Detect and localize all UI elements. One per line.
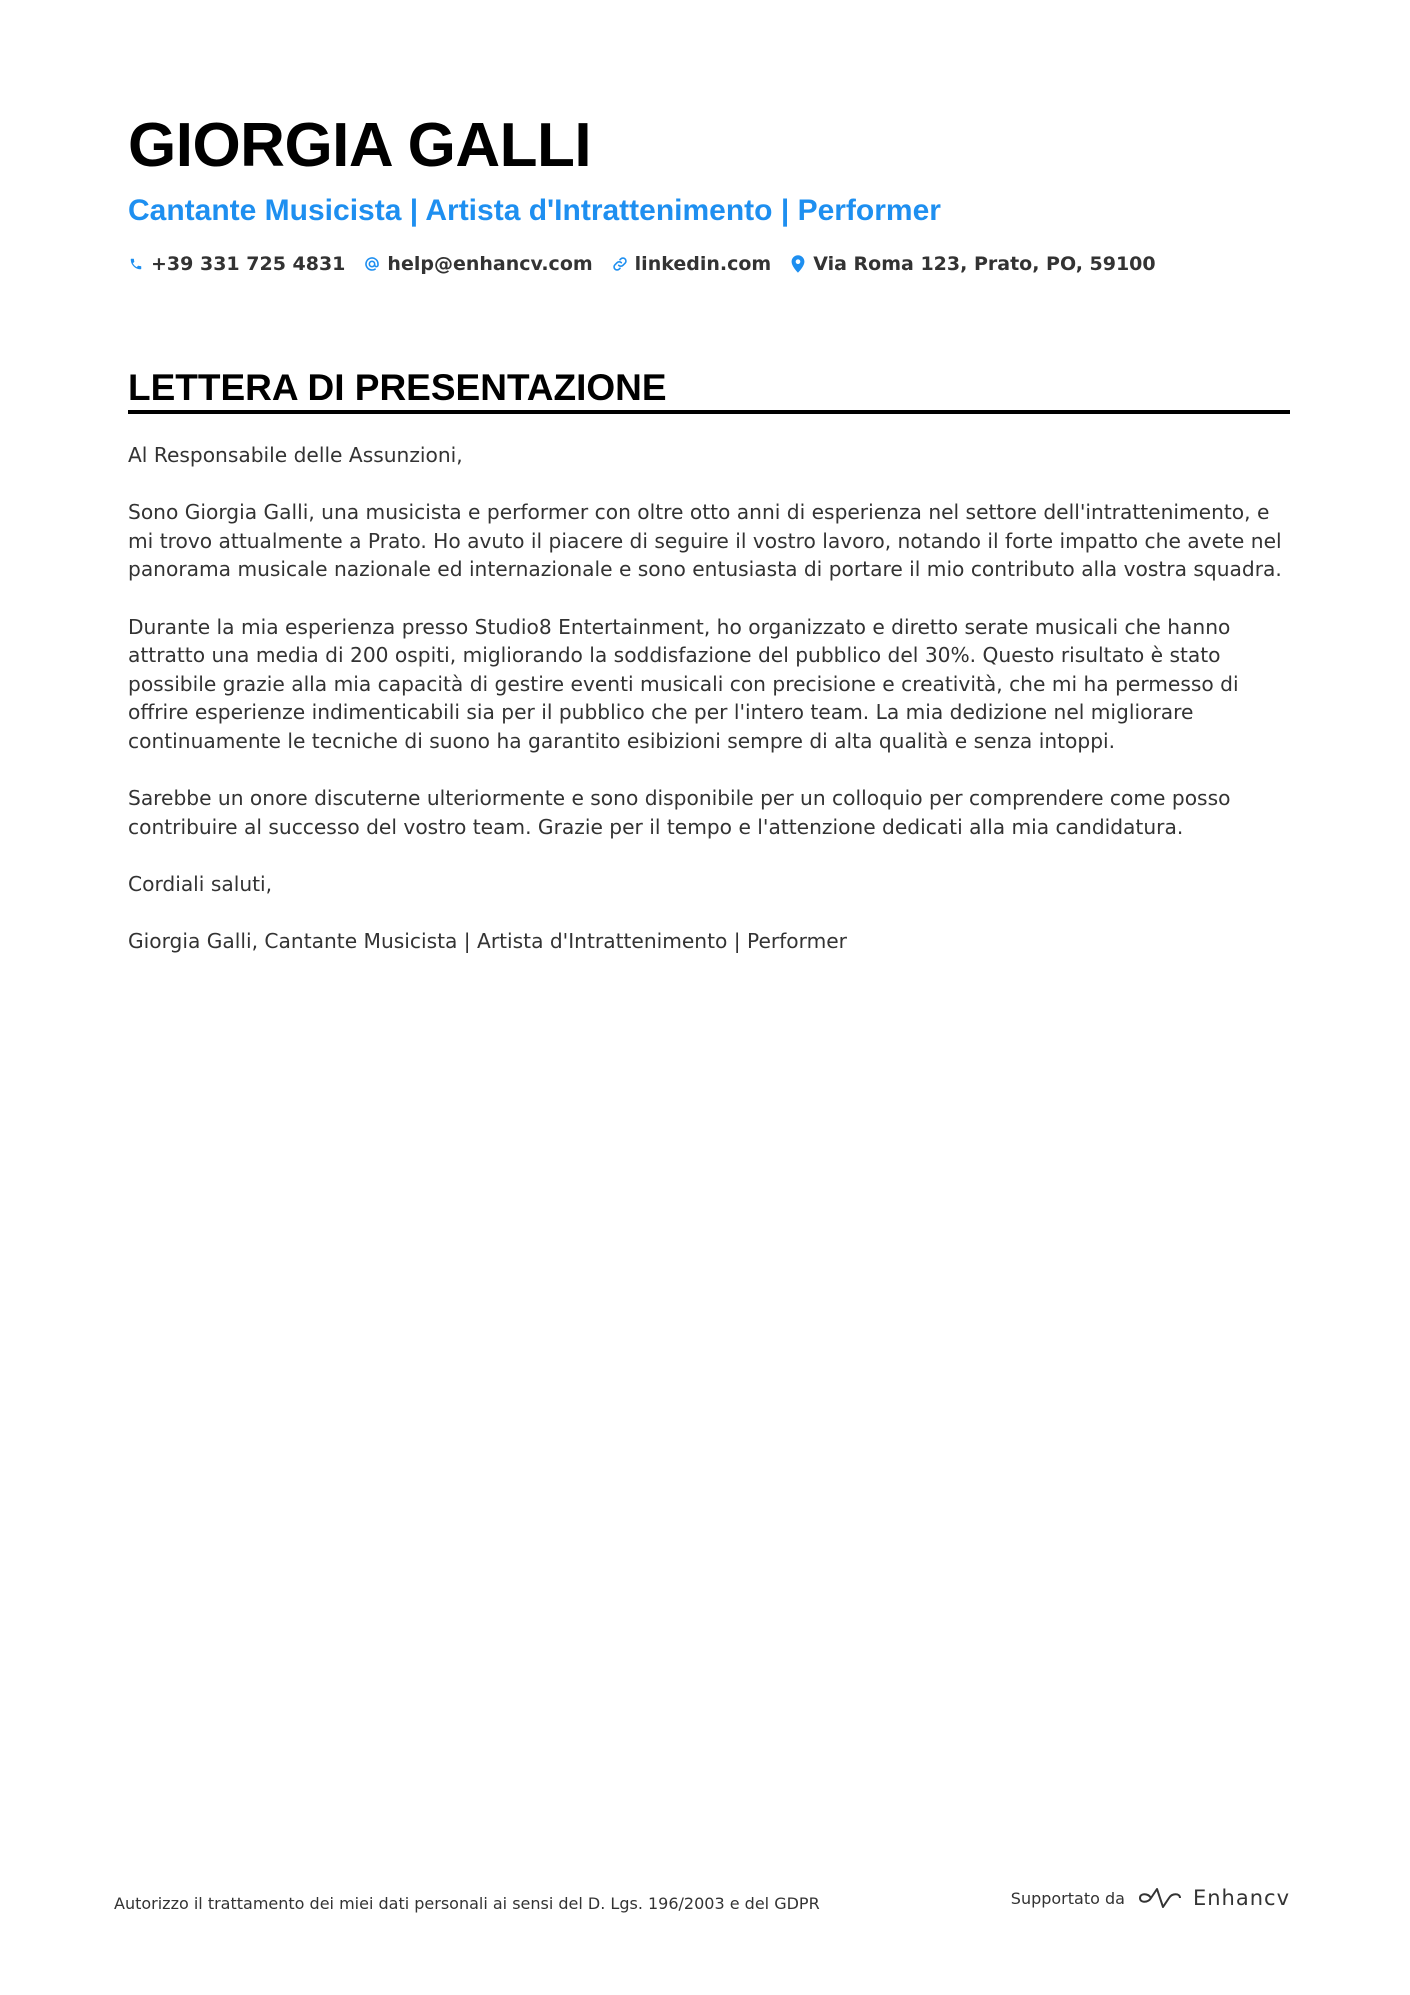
enhancv-logo-icon <box>1137 1886 1183 1910</box>
candidate-headline: Cantante Musicista | Artista d'Intrattenimento | Performer <box>128 194 941 227</box>
phone-icon <box>128 255 144 273</box>
powered-by-label: Supportato da <box>1010 1888 1125 1908</box>
candidate-name: GIORGIA GALLI <box>128 111 592 180</box>
contact-email[interactable] <box>364 253 592 275</box>
contact-info <box>128 253 1175 275</box>
section-title: LETTERA DI PRESENTAZIONE <box>128 367 667 408</box>
link-icon <box>612 255 628 273</box>
letter-paragraph: Durante la mia esperienza presso Studio8 Entertainment, ho organizzato e diretto serate musicali che hanno attratto una media di 200 ospiti, migliorando la soddisfazione del pubblico del 30%. Questo risultato è stato possibile grazie alla mia capacità di gestire eventi musicali con precisione e creatività, che mi ha permesso di offrire esperienze indimenticabili sia per il pubblico che per l'intero team. La mia dedizione nel migliorare continuamente le tecniche di suono ha garantito esibizioni sempre di alta qualità e senza intoppi. <box>128 614 1239 753</box>
letter-signature: Giorgia Galli, Cantante Musicista | Artista d'Intrattenimento | Performer <box>128 929 847 954</box>
location-pin-icon <box>790 255 806 273</box>
enhancv-brand: Enhancv <box>1192 1886 1290 1910</box>
contact-phone-text: +39 331 725 4831 <box>151 253 346 275</box>
section-divider <box>128 410 1290 414</box>
contact-linkedin-text: linkedin.com <box>634 253 772 275</box>
at-icon <box>364 255 380 273</box>
contact-email-text: help@enhancv.com <box>387 253 593 275</box>
privacy-consent-text: Autorizzo il trattamento dei miei dati personali ai sensi del D. Lgs. 196/2003 e del GDPR <box>114 1894 820 1913</box>
contact-phone <box>128 253 345 275</box>
letter-salutation: Al Responsabile delle Assunzioni, <box>128 443 463 467</box>
letter-body <box>128 441 1298 984</box>
powered-by[interactable] <box>1011 1886 1290 1910</box>
letter-paragraph: Sono Giorgia Galli, una musicista e performer con oltre otto anni di esperienza nel settore dell'intrattenimento, e mi trovo attualmente a Prato. Ho avuto il piacere di seguire il vostro lavoro, notando il forte impatto che avete nel panorama musicale nazionale ed internazionale e sono entusiasta di portare il mio contributo alla vostra squadra. <box>128 500 1282 582</box>
contact-address <box>790 253 1155 275</box>
contact-address-text: Via Roma 123, Prato, PO, 59100 <box>813 253 1156 275</box>
letter-paragraph: Sarebbe un onore discuterne ulteriormente e sono disponibile per un colloquio per comprendere come posso contribuire al successo del vostro team. Grazie per il tempo e l'attenzione dedicati alla mia candidatura. <box>128 786 1231 839</box>
contact-linkedin[interactable] <box>612 253 772 275</box>
letter-closing: Cordiali saluti, <box>128 871 273 896</box>
